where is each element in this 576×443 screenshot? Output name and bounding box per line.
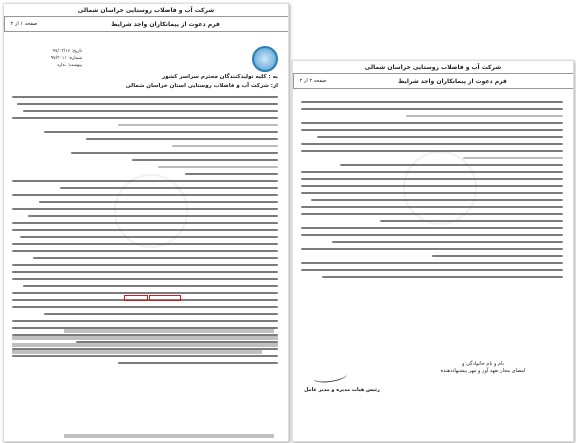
- closing-line-1: نام و نام خانوادگی و: [462, 361, 504, 367]
- company-logo-icon: [252, 46, 278, 72]
- body-text-block: [301, 101, 563, 283]
- recipient-line: به : کلیه تولیدکنندگان محترم سراسر کشور: [162, 74, 278, 80]
- highlight-mark: [64, 434, 274, 438]
- page-label: صفحه ۲ از ۲: [293, 74, 332, 88]
- letter-meta: [12, 48, 82, 69]
- letter-date: تاریخ: ۹۷/۰۳/۱۶: [52, 49, 82, 54]
- signer-title: رئیس هیات مدیره و مدیر عامل: [304, 387, 380, 393]
- highlight-mark: [12, 350, 262, 354]
- highlight-mark: [12, 336, 278, 340]
- highlight-mark: [12, 343, 278, 347]
- letter-number: شماره: ۹۷/۳۰۱۱: [50, 56, 82, 61]
- red-box-annotation: [149, 295, 181, 301]
- sender-line: از: شرکت آب و فاضلاب روستایی استان خراسان شمالی: [125, 83, 278, 89]
- form-title: فرم دعوت از پیمانکاران واجد شرایط: [398, 77, 507, 85]
- signature-block: [403, 361, 563, 375]
- company-name: شرکت آب و فاضلاب روستایی خراسان شمالی: [4, 4, 288, 17]
- document-page-1: [3, 3, 289, 442]
- form-header-row: [293, 74, 573, 89]
- document-page-2: [292, 60, 574, 442]
- form-header-row: [4, 17, 288, 32]
- highlight-mark: [64, 329, 274, 333]
- form-title: فرم دعوت از پیمانکاران واجد شرایط: [111, 20, 220, 28]
- handwritten-signature: [312, 369, 347, 385]
- red-box-annotation: [124, 295, 148, 301]
- company-name: شرکت آب و فاضلاب روستایی خراسان شمالی: [293, 61, 573, 74]
- page-label: صفحه ۱ از ۲: [4, 17, 43, 31]
- closing-line-2: امضای مجاز تعهد آور و مهر پیشنهاددهنده: [440, 368, 526, 374]
- letter-attachment: پیوست: ندارد: [56, 63, 82, 68]
